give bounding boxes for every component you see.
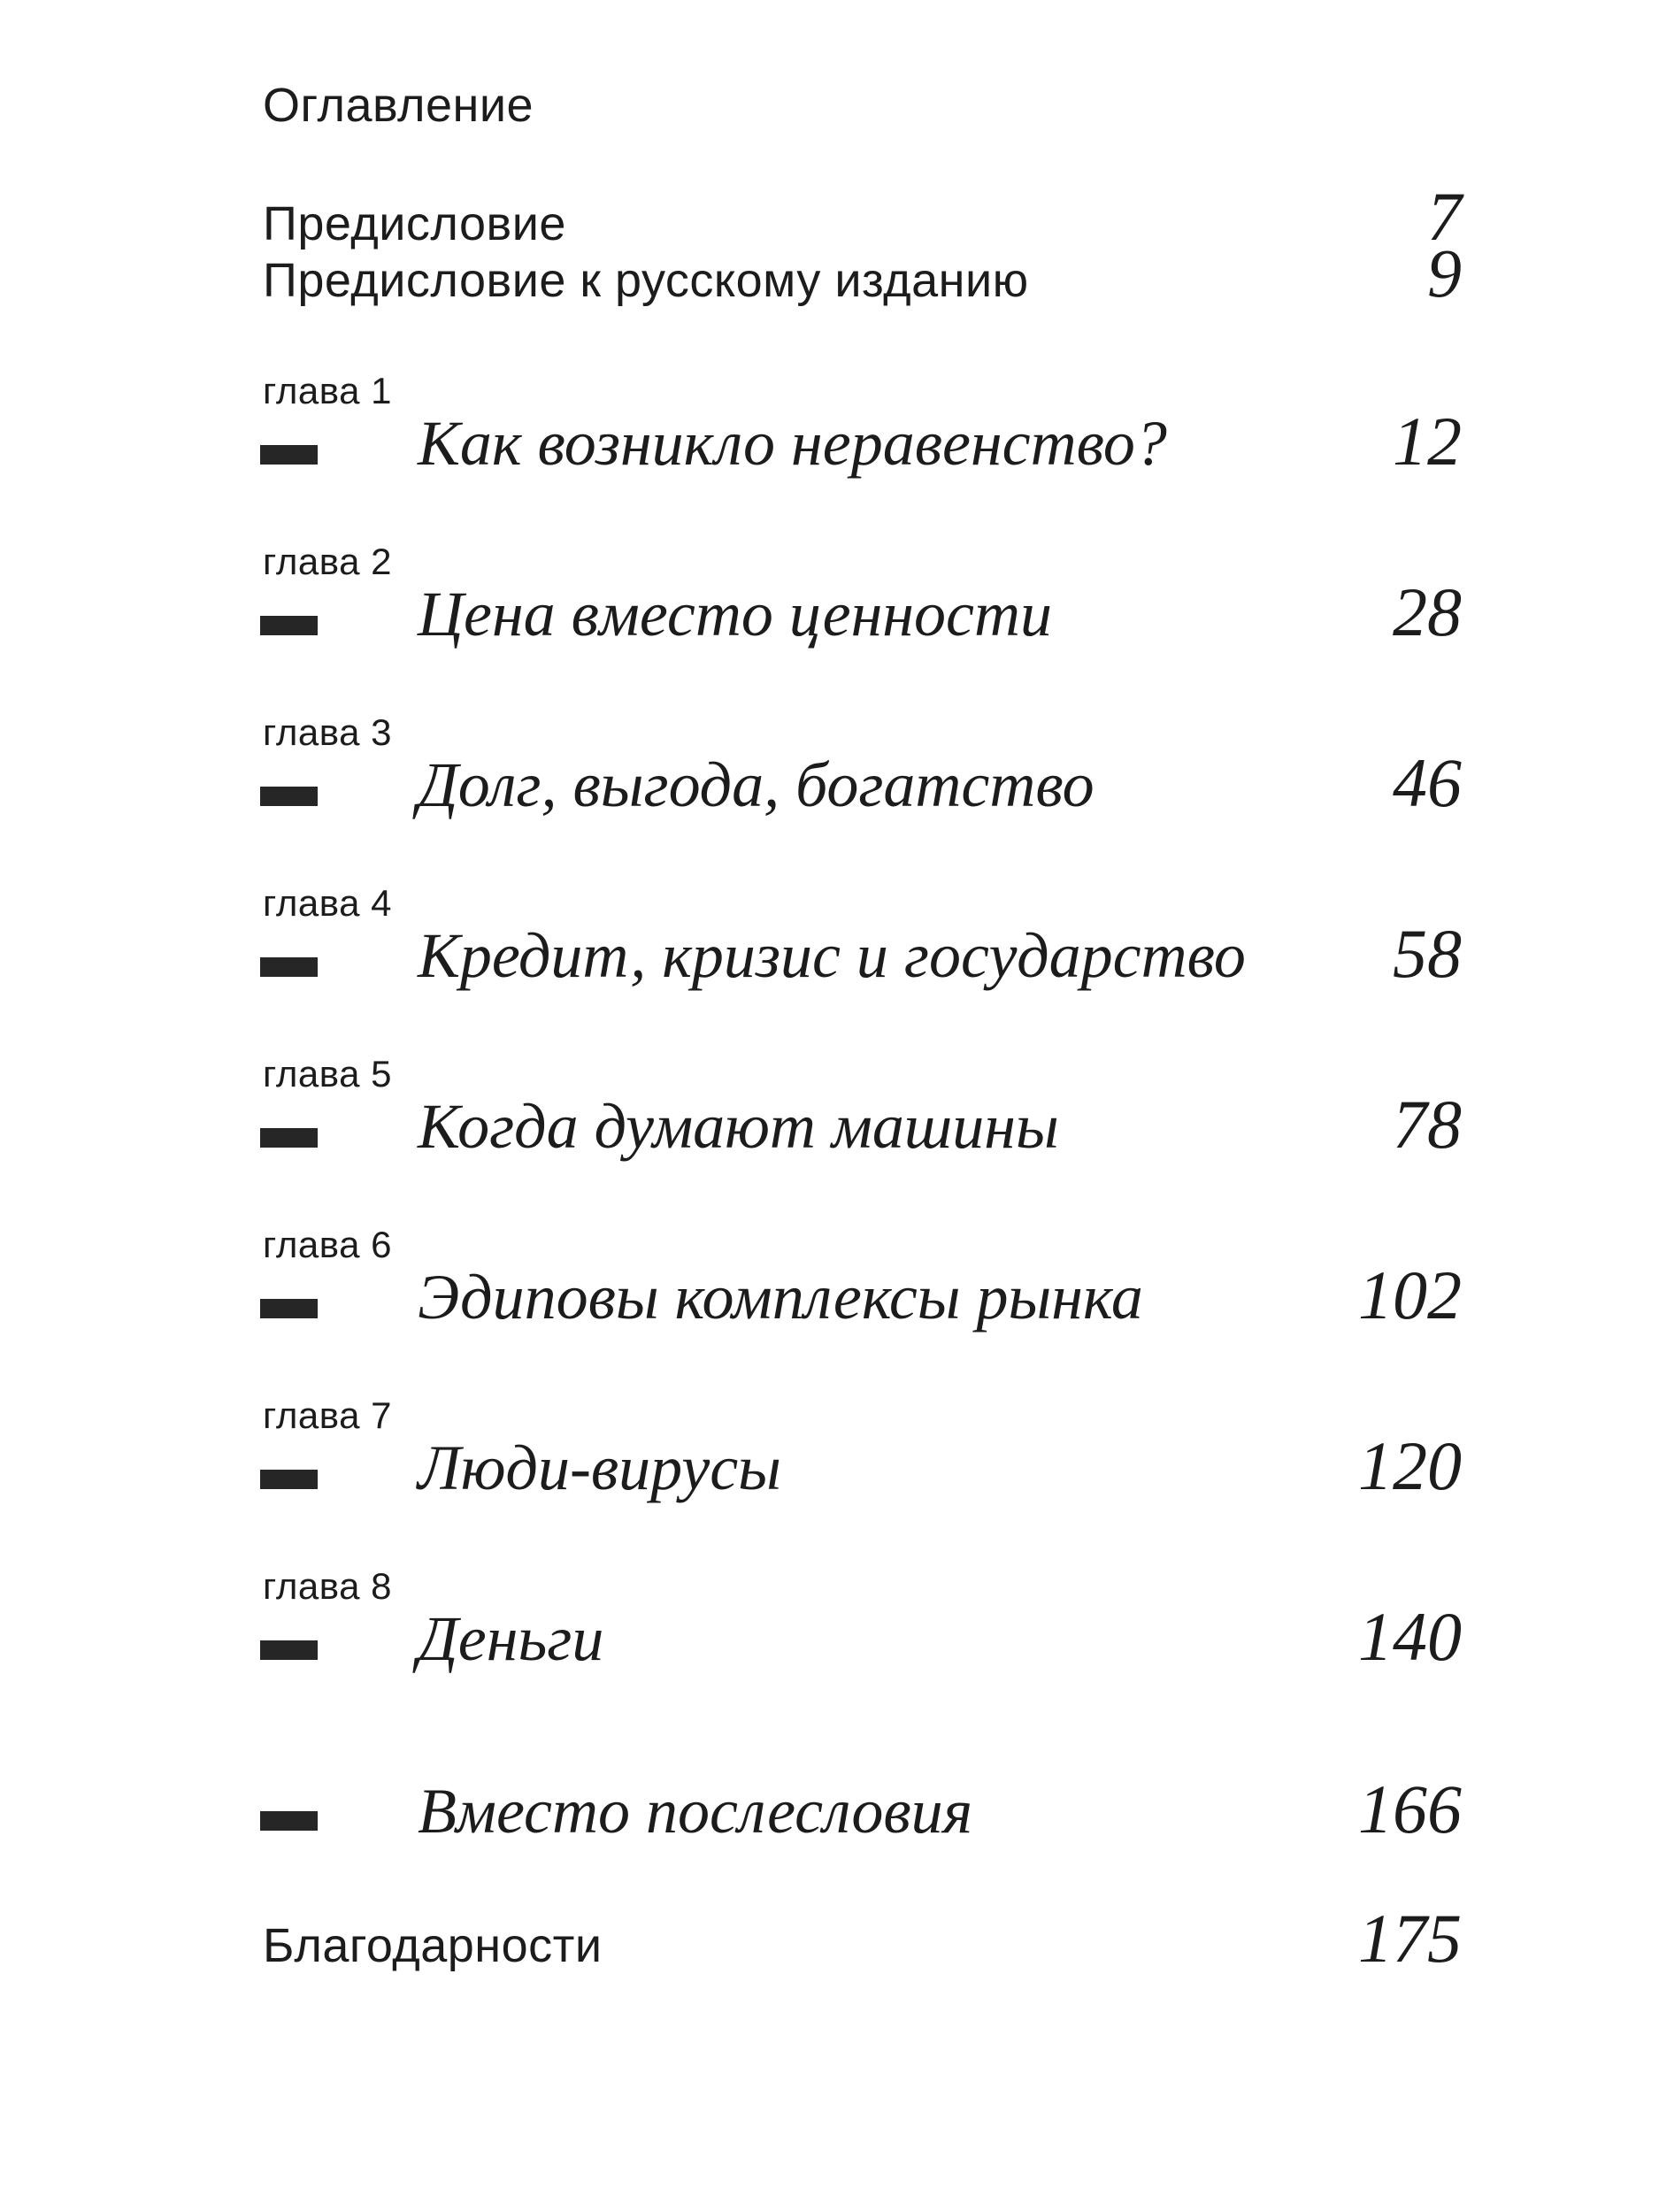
chapter-bar: [260, 1640, 318, 1660]
chapter-title: Цена вместо ценности: [418, 579, 1052, 649]
chapter-bar: [260, 1811, 318, 1831]
chapter-title: Долг, выгода, богатство: [418, 749, 1094, 820]
chapter-bar: [260, 1299, 318, 1318]
page-number: 175: [1358, 1900, 1462, 1977]
chapter-bar: [260, 1128, 318, 1148]
page-number: 166: [1358, 1770, 1462, 1847]
toc-entry-chapter-4: [418, 915, 1462, 992]
chapter-title: Эдиповы комплексы рынка: [418, 1262, 1143, 1333]
page-number: 46: [1393, 744, 1462, 821]
chapter-bar: [260, 616, 318, 635]
chapter-number-label: глава 8: [263, 1565, 392, 1607]
page-number: 7: [1427, 178, 1462, 255]
chapter-title: Люди-вирусы: [418, 1432, 781, 1503]
toc-entry-chapter-7: [418, 1427, 1462, 1504]
chapter-bar: [260, 957, 318, 977]
toc-entry-chapter-6: [418, 1256, 1462, 1333]
chapter-title: Деньги: [418, 1603, 604, 1674]
chapter-title: Вместо послесловия: [418, 1776, 973, 1847]
page-number: 12: [1393, 403, 1462, 480]
toc-entry-chapter-5: [418, 1086, 1462, 1163]
page-number: 58: [1393, 915, 1462, 992]
page-title: Оглавление: [263, 79, 534, 132]
chapter-title: Кредит, кризис и государство: [418, 920, 1246, 991]
page-number: 102: [1358, 1256, 1462, 1333]
chapter-number-label: глава 6: [263, 1224, 392, 1265]
chapter-number-label: глава 1: [263, 370, 392, 411]
toc-entry-chapter-8: [418, 1598, 1462, 1675]
entry-label: Благодарности: [263, 1919, 603, 1972]
page-number: 140: [1358, 1598, 1462, 1675]
toc-entry-preface-russian: [263, 234, 1462, 311]
chapter-number-label: глава 7: [263, 1394, 392, 1436]
toc-entry-acknowledgements: [263, 1900, 1462, 1977]
page-number: 28: [1393, 573, 1462, 650]
chapter-title: Как возникло неравенство?: [418, 408, 1167, 479]
page-number: 120: [1358, 1427, 1462, 1504]
toc-entry-chapter-1: [418, 403, 1462, 480]
page-number: 78: [1393, 1086, 1462, 1163]
page-number: 9: [1427, 234, 1462, 311]
chapter-bar: [260, 1470, 318, 1489]
entry-label: Предисловие к русскому изданию: [263, 254, 1029, 307]
chapter-number-label: глава 5: [263, 1053, 392, 1094]
chapter-number-label: глава 2: [263, 541, 392, 582]
chapter-number-label: глава 3: [263, 711, 392, 753]
toc-entry-chapter-2: [418, 573, 1462, 650]
entry-label: Предисловие: [263, 197, 566, 250]
chapter-bar: [260, 787, 318, 806]
chapter-title: Когда думают машины: [418, 1091, 1059, 1162]
chapter-number-label: глава 4: [263, 882, 392, 924]
chapter-bar: [260, 445, 318, 465]
toc-entry-afterword: [418, 1770, 1462, 1847]
toc-entry-chapter-3: [418, 744, 1462, 821]
